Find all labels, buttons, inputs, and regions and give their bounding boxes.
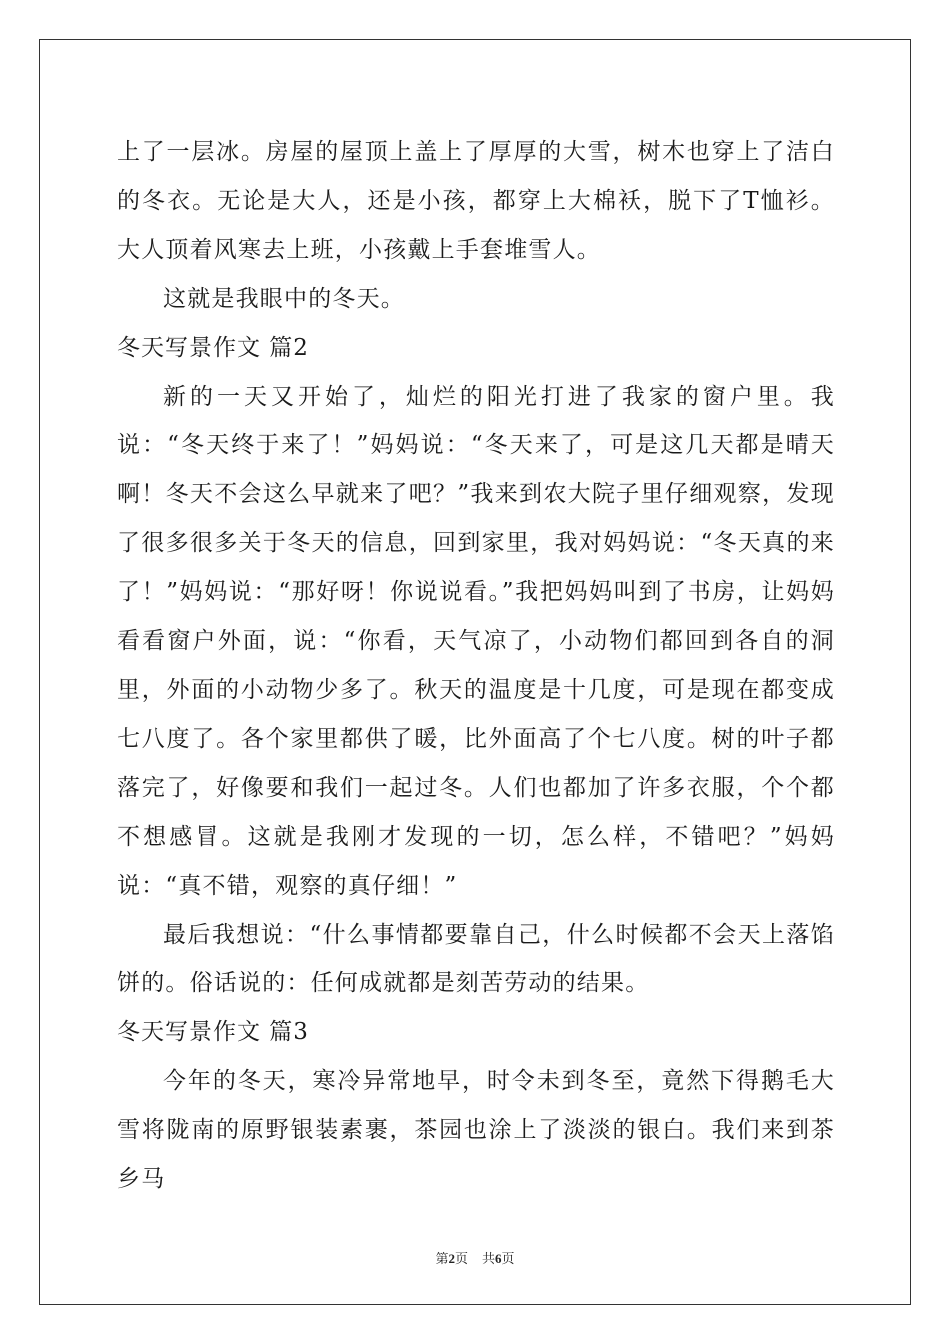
page-footer — [0, 1248, 950, 1267]
section-heading-2: 冬天写景作文 篇2 — [117, 334, 309, 361]
page-current: 2 — [448, 1251, 455, 1266]
document-body — [117, 128, 835, 1204]
paragraph-1: 上了一层冰。房屋的屋顶上盖上了厚厚的大雪，树木也穿上了洁白的冬衣。无论是大人，还是小孩，都穿上大棉袄，脱下了T恤衫。大人顶着风寒去上班，小孩戴上手套堆雪人。 — [117, 139, 835, 263]
page-total: 6 — [495, 1251, 502, 1266]
total-prefix: 共 — [482, 1252, 496, 1267]
paragraph-5: 今年的冬天，寒冷异常地早，时令未到冬至，竟然下得鹅毛大雪将陇南的原野银装素裹，茶园也涂上了淡淡的银白。我们来到茶乡马 — [117, 1068, 835, 1193]
total-unit: 页 — [501, 1252, 515, 1267]
section-heading-3: 冬天写景作文 篇3 — [117, 1019, 309, 1046]
page-prefix: 第 — [435, 1252, 449, 1267]
paragraph-3: 新的一天又开始了，灿烂的阳光打进了我家的窗户里。我说：“冬天终于来了！”妈妈说：“冬天来了，可是这几天都是晴天啊！冬天不会这么早就来了吧？”我来到农大院子里仔细观察，发现了很多很多关于冬天的信息，回到家里，我对妈妈说：“冬天真的来了！”妈妈说：“那好呀！你说说看。”我把妈妈叫到了书房，让妈妈看看窗户外面，说：“你看，天气凉了，小动物们都回到各自的洞里，外面的小动物少多了。秋天的温度是十几度，可是现在都变成七八度了。各个家里都供了暖，比外面高了个七八度。树的叶子都落完了，好像要和我们一起过冬。人们也都加了许多衣服，个个都不想感冒。这就是我刚才发现的一切，怎么样，不错吧？”妈妈说：“真不错，观察的真仔细！” — [117, 383, 835, 899]
paragraph-4: 最后我想说：“什么事情都要靠自己，什么时候都不会天上落馅饼的。俗话说的：任何成就都是刻苦劳动的结果。 — [117, 921, 835, 997]
page-unit: 页 — [454, 1252, 468, 1267]
paragraph-2: 这就是我眼中的冬天。 — [163, 285, 405, 312]
